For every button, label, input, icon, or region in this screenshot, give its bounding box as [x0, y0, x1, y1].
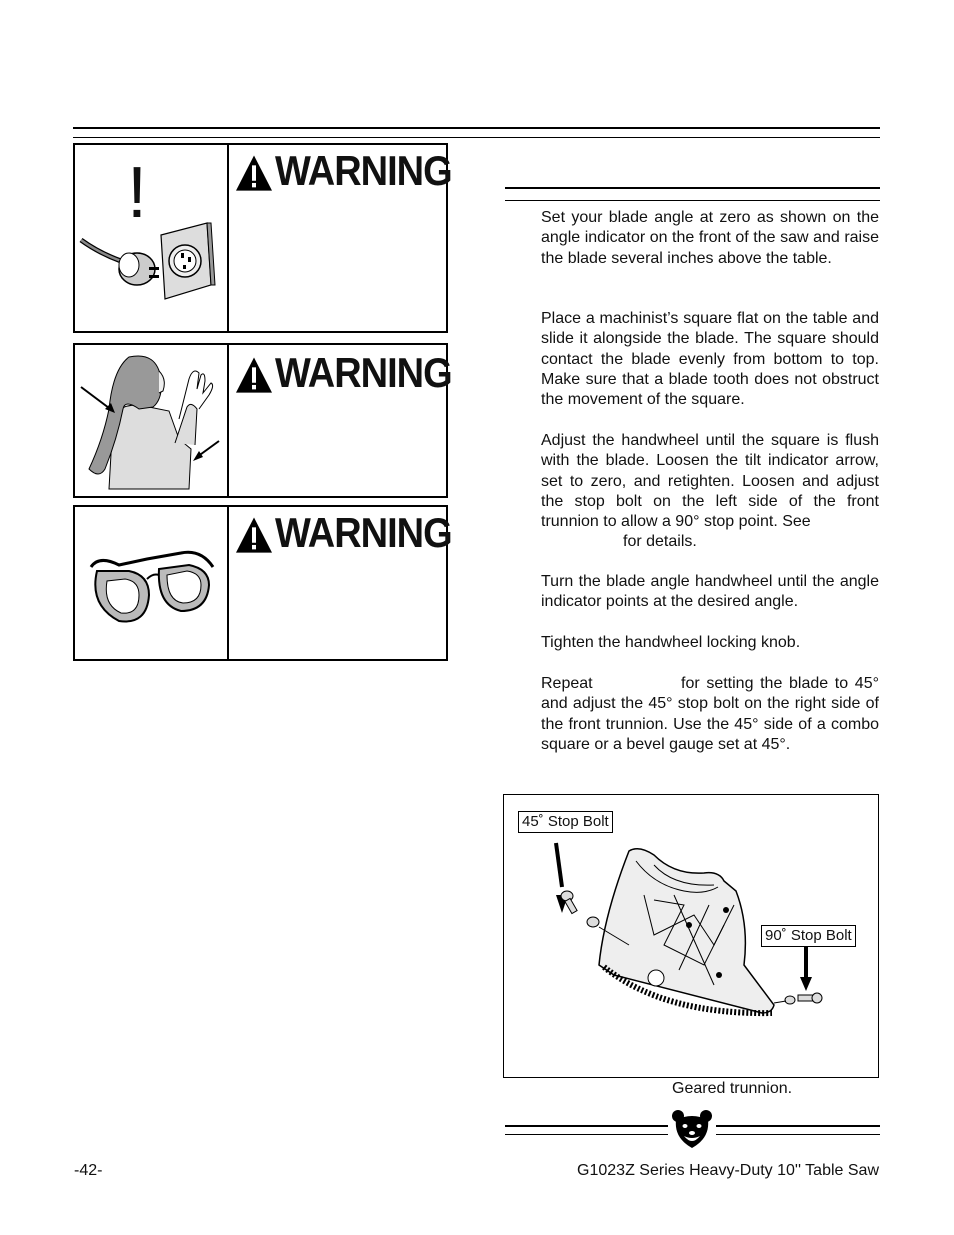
- step-6-text: for setting the blade to 45° and adjust the 45° stop bolt on the right side of the front trunnion. Use the 45° side of a combo square or a bevel gauge set at 45°.: [541, 675, 879, 753]
- footer-rule-left-thin: [505, 1134, 668, 1135]
- section-rule-thin: [505, 200, 880, 201]
- warning-box-power: [73, 143, 452, 333]
- exclamation-mark: !: [127, 153, 148, 233]
- warning-divider: [227, 345, 229, 496]
- step-5: Tighten the handwheel locking knob.: [541, 634, 801, 651]
- plug-outlet-icon: [79, 215, 219, 305]
- step-6: [541, 674, 879, 755]
- long-hair-icon: [79, 349, 225, 495]
- section-rule: [505, 187, 880, 189]
- warning-heading: WARNING: [235, 149, 452, 196]
- warning-box-hair: [73, 343, 452, 498]
- warning-triangle-icon: [235, 516, 273, 553]
- manual-title: G1023Z Series Heavy-Duty 10'' Table Saw: [577, 1162, 879, 1179]
- warning-heading: WARNING: [235, 351, 452, 398]
- step-6-start: Repeat: [541, 675, 593, 692]
- warning-heading: WARNING: [235, 511, 452, 558]
- top-rule-thin: [73, 137, 880, 138]
- step-4: Turn the blade angle handwheel until the angle indicator points at the desired angle.: [541, 573, 879, 611]
- step-1: Set your blade angle at zero as shown on the angle indicator on the front of the saw and raise the blade several inches above the table.: [541, 209, 879, 267]
- safety-glasses-icon: [89, 545, 219, 635]
- step-3-end: for details.: [623, 533, 697, 550]
- bear-logo-icon: [670, 1108, 714, 1152]
- trunnion-figure: [503, 794, 879, 1078]
- warning-divider: [227, 145, 229, 331]
- page-number: -42-: [74, 1162, 103, 1179]
- step-3: Adjust the handwheel until the square is flush with the blade. Loosen the tilt indicator arrow, set to zero, and retighten. Loosen and adjust the stop bolt on the left side of the front trunnion to allow a 90° stop point. See: [541, 432, 879, 531]
- warning-triangle-icon: [235, 356, 273, 393]
- callout-90-stop-bolt: 90˚ Stop Bolt: [761, 925, 856, 947]
- callout-45-stop-bolt: 45˚ Stop Bolt: [518, 811, 613, 833]
- warning-divider: [227, 507, 229, 659]
- footer-rule-right-thin: [716, 1134, 880, 1135]
- warning-triangle-icon: [235, 154, 273, 191]
- step-2: Place a machinist’s square flat on the table and slide it alongside the blade. The square should contact the blade evenly from bottom to top. Make sure that a blade tooth does not obstruct the movement of the square.: [541, 310, 879, 409]
- figure-caption: Geared trunnion.: [672, 1080, 793, 1097]
- footer-rule-left-thick: [505, 1125, 668, 1127]
- footer-rule-right-thick: [716, 1125, 880, 1127]
- top-rule-thick: [73, 127, 880, 129]
- warning-box-eyes: [73, 505, 452, 661]
